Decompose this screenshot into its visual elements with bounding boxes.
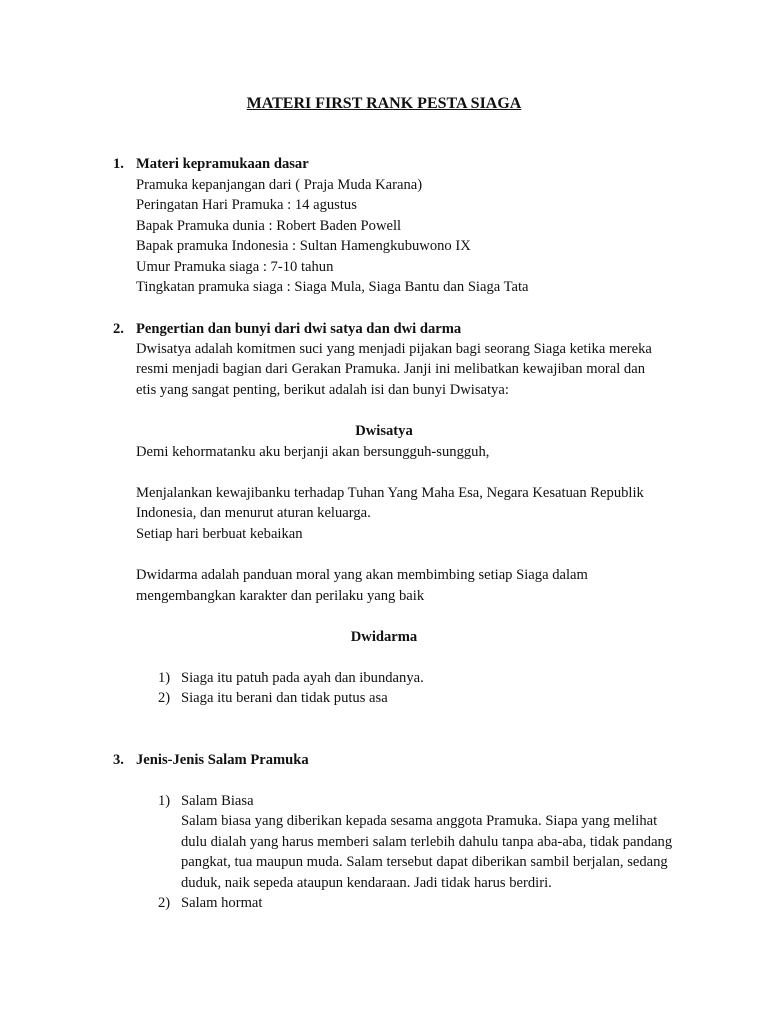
salam-item-number: 2) (158, 895, 171, 911)
section-1-number: 1. (113, 156, 124, 172)
salam-item-line: dulu dialah yang harus memberi salam terlebih dahulu tanpa aba-aba, tidak pandang (181, 834, 673, 850)
section-1-line: Tingkatan pramuka siaga : Siaga Mula, Siaga Bantu dan Siaga Tata (136, 279, 529, 295)
section-1-heading: Materi kepramukaan dasar (136, 156, 309, 172)
dwidarma-item-text: Siaga itu berani dan tidak putus asa (181, 690, 388, 706)
dwidarma-item-number: 2) (158, 690, 171, 706)
page-title: MATERI FIRST RANK PESTA SIAGA (246, 95, 522, 112)
dwisatya-line: Indonesia, dan menurut aturan keluarga. (136, 505, 371, 521)
salam-item-line: Salam biasa yang diberikan kepada sesama anggota Pramuka. Siapa yang melihat (181, 813, 658, 829)
section-3-number: 3. (113, 752, 124, 768)
section-3-heading: Jenis-Jenis Salam Pramuka (136, 752, 309, 768)
salam-item-number: 1) (158, 793, 171, 809)
dwidarma-title: Dwidarma (350, 629, 418, 645)
section-2-heading: Pengertian dan bunyi dari dwi satya dan dwi darma (136, 321, 462, 337)
section-1-line: Pramuka kepanjangan dari ( Praja Muda Karana) (136, 177, 423, 193)
salam-item-title: Salam hormat (181, 895, 263, 911)
section-1-line: Umur Pramuka siaga : 7-10 tahun (136, 259, 334, 275)
salam-item-line: pangkat, tua maupun muda. Salam tersebut dapat diberikan sambil berjalan, sedang (181, 854, 668, 870)
dwisatya-line: Menjalankan kewajibanku terhadap Tuhan Yang Maha Esa, Negara Kesatuan Republik (136, 485, 644, 501)
salam-item-line: duduk, naik sepeda ataupun kendaraan. Jadi tidak harus berdiri. (181, 875, 552, 891)
dwidarma-item-number: 1) (158, 670, 171, 686)
section-1-line: Bapak Pramuka dunia : Robert Baden Powell (136, 218, 402, 234)
section-2-intro-line: resmi menjadi bagian dari Gerakan Pramuka. Janji ini melibatkan kewajiban moral dan (136, 361, 645, 377)
section-2-intro-line: etis yang sangat penting, berikut adalah isi dan bunyi Dwisatya: (136, 382, 509, 398)
dwisatya-line: Demi kehormatanku aku berjanji akan bersungguh-sungguh, (136, 444, 490, 460)
salam-item-title: Salam Biasa (181, 793, 254, 809)
section-1-line: Bapak pramuka Indonesia : Sultan Hamengkubuwono IX (136, 238, 471, 254)
dwidarma-intro-line: mengembangkan karakter dan perilaku yang baik (136, 588, 425, 604)
dwisatya-title: Dwisatya (355, 423, 413, 439)
dwisatya-line: Setiap hari berbuat kebaikan (136, 526, 303, 542)
dwidarma-intro-line: Dwidarma adalah panduan moral yang akan membimbing setiap Siaga dalam (136, 567, 588, 583)
dwidarma-item-text: Siaga itu patuh pada ayah dan ibundanya. (181, 670, 424, 686)
section-1-line: Peringatan Hari Pramuka : 14 agustus (136, 197, 357, 213)
section-2-intro-line: Dwisatya adalah komitmen suci yang menjadi pijakan bagi seorang Siaga ketika mereka (136, 341, 652, 357)
section-2-number: 2. (113, 321, 124, 337)
